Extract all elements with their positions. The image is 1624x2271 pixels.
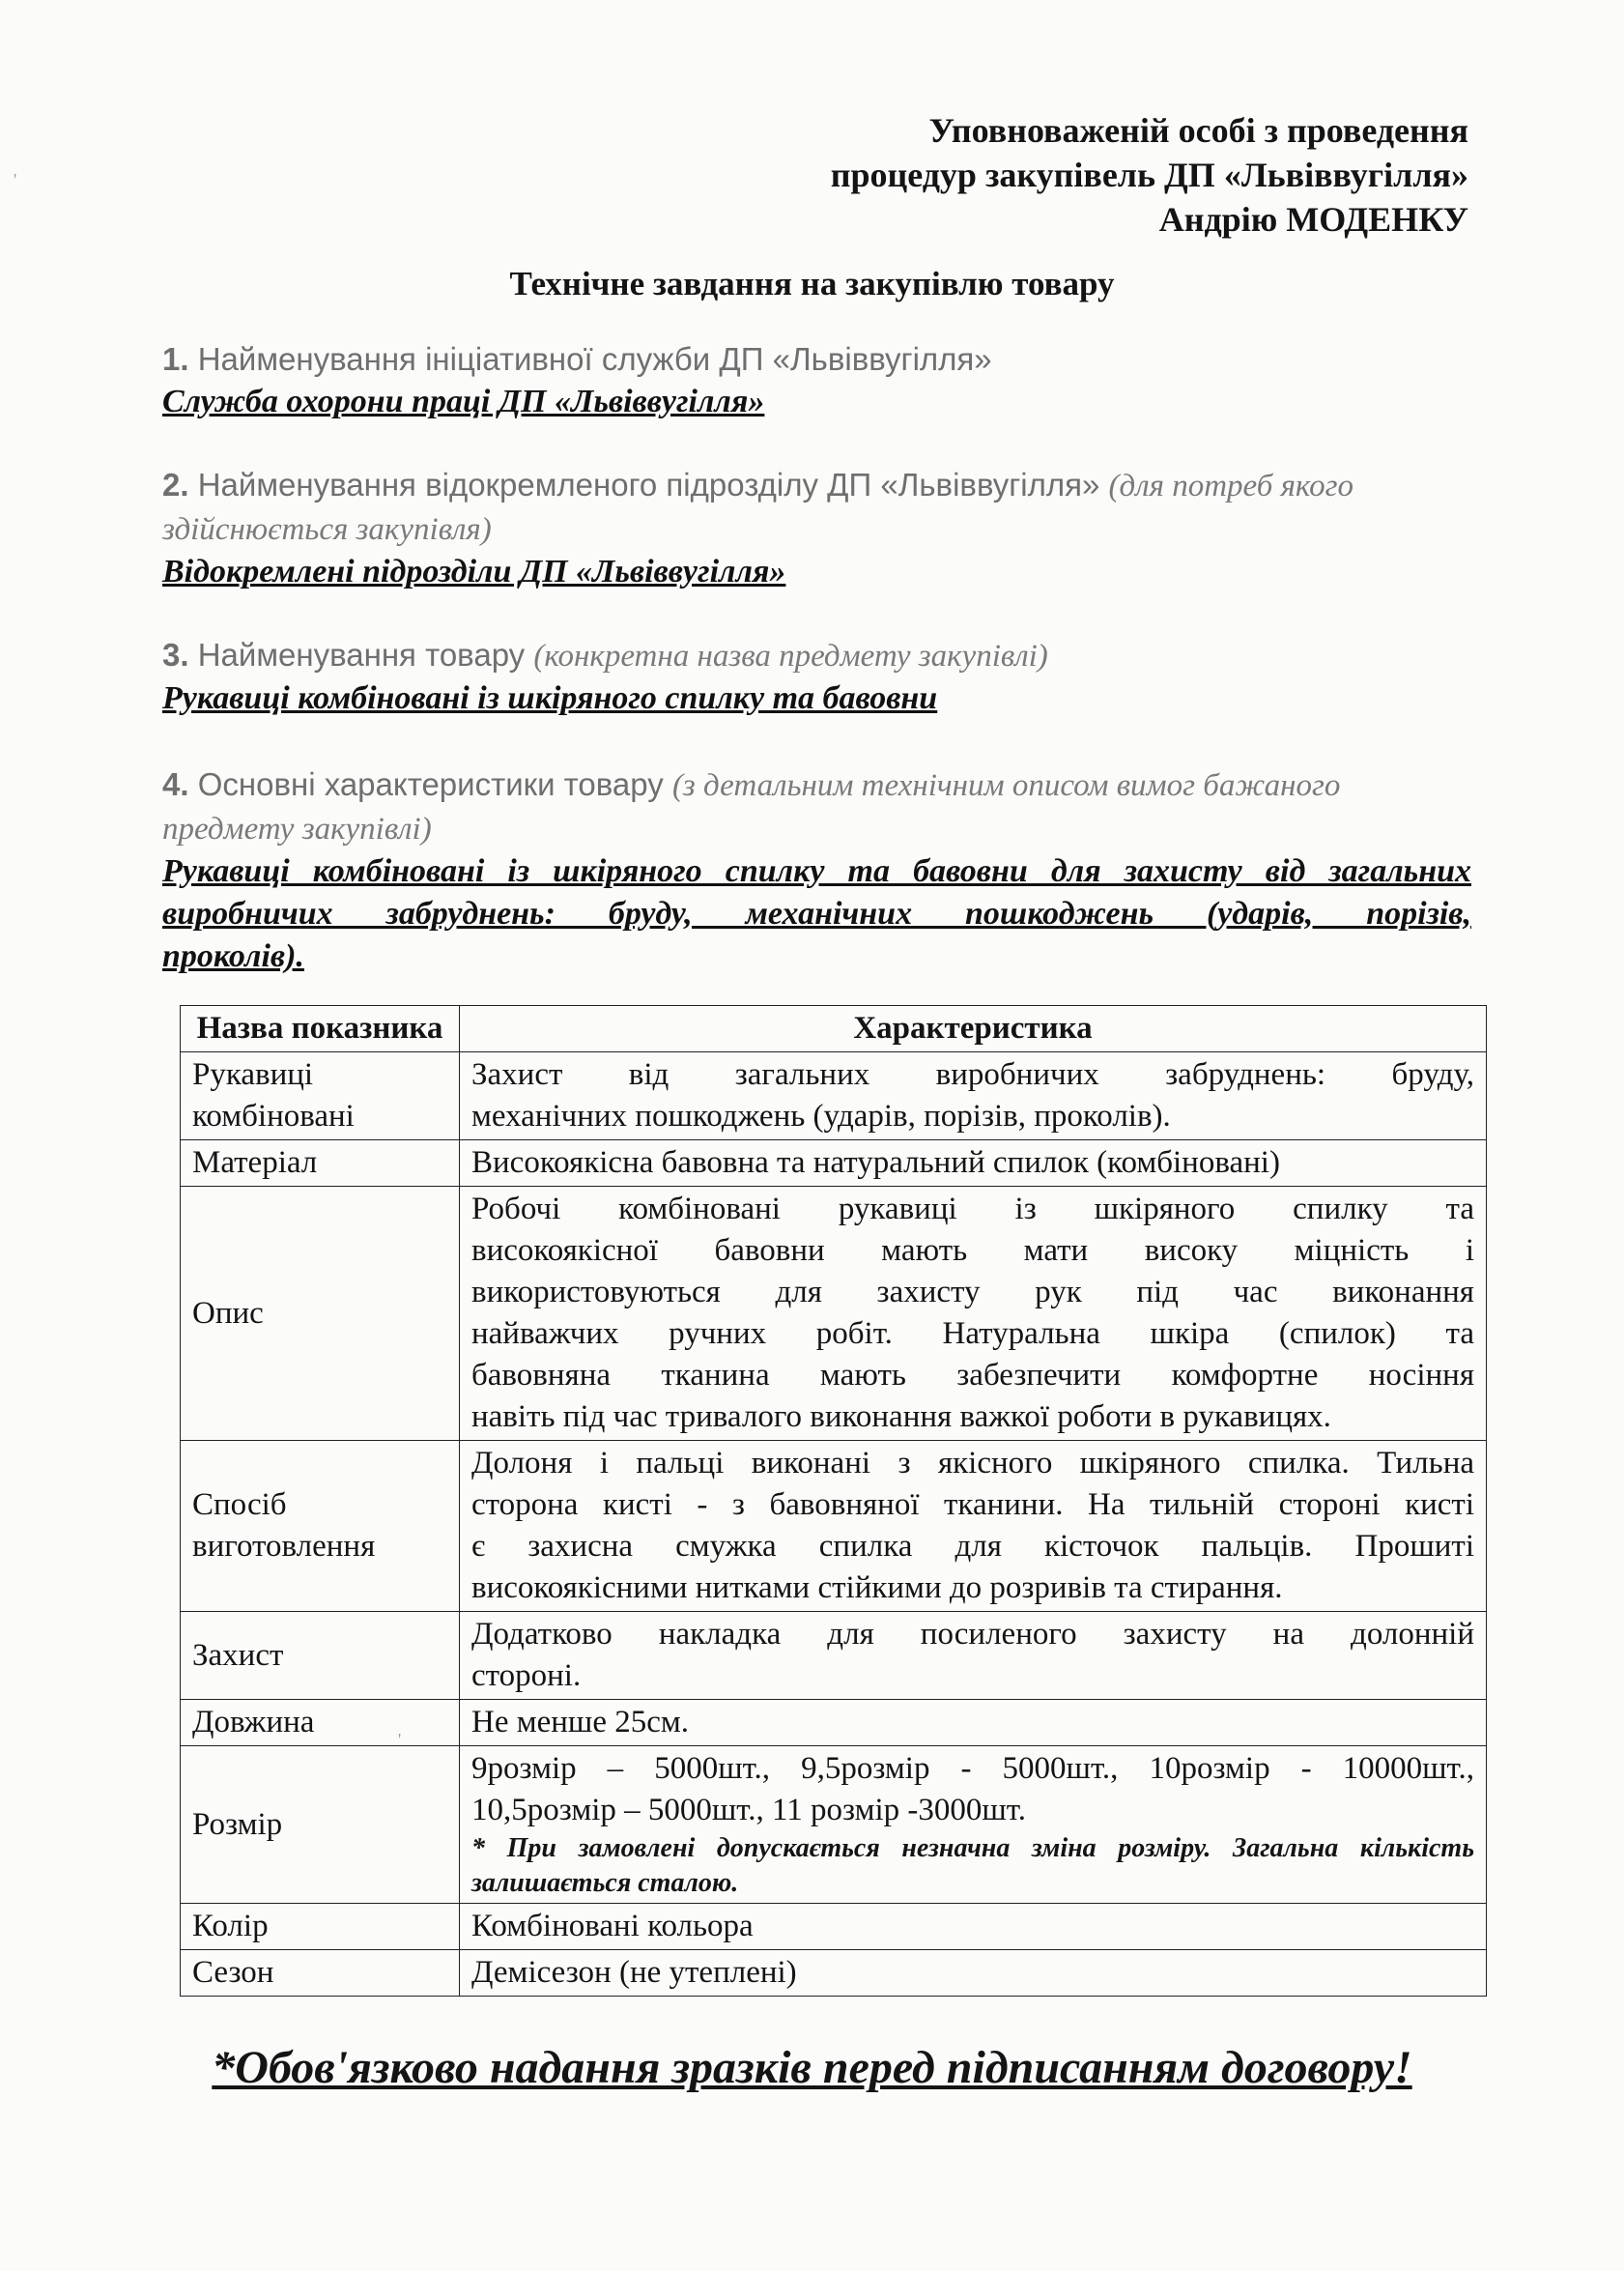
section-3-question: [162, 634, 1471, 677]
table-row: [181, 1612, 1487, 1700]
scan-speck: ': [14, 170, 17, 189]
row-name: Матеріал: [181, 1140, 460, 1187]
addressee-line-3: Андрію МОДЕНКУ: [1158, 200, 1468, 239]
row-value-line: стороні.: [471, 1658, 582, 1693]
section-2-question-text: Найменування відокремленого підрозділу ДП «Львіввугілля»: [197, 467, 1100, 503]
section-2-answer: Відокремлені підрозділи ДП «Львіввугілля»: [162, 554, 786, 589]
row-value-line: навіть під час тривалого виконання важкої роботи в рукавицях.: [471, 1399, 1331, 1434]
row-name: Сезон: [181, 1950, 460, 1997]
document-title: Технічне завдання на закупівлю товару: [509, 265, 1115, 302]
row-value: [460, 1052, 1487, 1140]
row-value-line: є захисна смужка спилка для кісточок пальців. Прошиті: [471, 1529, 1474, 1564]
row-value-line: механічних пошкоджень (ударів, порізів, проколів).: [471, 1099, 1171, 1134]
row-value: [460, 1441, 1487, 1612]
spec-table-header-row: [181, 1006, 1487, 1052]
row-name: Опис: [181, 1187, 460, 1441]
header-characteristic: Характеристика: [460, 1006, 1487, 1052]
row-value-line: Демісезон (не утеплені): [471, 1955, 797, 1990]
row-value-line: високоякісними нитками стійкими до розривів та стирання.: [471, 1570, 1283, 1605]
addressee-line-1: Уповноваженій особі з проведення: [928, 111, 1468, 150]
section-1-number: 1.: [162, 341, 189, 377]
addressee-line-2: процедур закупівель ДП «Львіввугілля»: [830, 156, 1468, 194]
section-3-question-text: Найменування товару: [197, 637, 526, 673]
row-value-line: сторона кисті - з бавовняної тканини. На тильній стороні кисті: [471, 1487, 1474, 1522]
section-1-answer: Служба охорони праці ДП «Львіввугілля»: [162, 384, 765, 419]
section-2-number: 2.: [162, 467, 189, 503]
section-4-answer-line-1: Рукавиці комбіновані із шкіряного спилку та бавовни для захисту від загальних: [162, 853, 1471, 889]
table-row: [181, 1904, 1487, 1950]
row-name: Колір: [181, 1904, 460, 1950]
section-2-question: [162, 464, 1471, 551]
row-value: [460, 1140, 1487, 1187]
section-1-question-text: Найменування ініціативної служби ДП «Львіввугілля»: [197, 341, 992, 377]
scan-speck: ': [398, 1730, 402, 1749]
row-value-line: Комбіновані кольора: [471, 1909, 754, 1943]
section-3: [162, 634, 1471, 720]
row-name: Захист: [181, 1612, 460, 1700]
row-value: [460, 1746, 1487, 1904]
row-value-line: високоякісної бавовни мають мати високу міцність і: [471, 1233, 1474, 1268]
section-4-hint: (з детальним технічним описом вимог бажаного предмету закупівлі): [162, 768, 1341, 847]
row-value-line: 9розмір – 5000шт., 9,5розмір - 5000шт., 10розмір - 10000шт.,: [471, 1751, 1474, 1786]
section-4-number: 4.: [162, 766, 189, 802]
section-3-answer: Рукавиці комбіновані із шкіряного спилку та бавовни: [162, 680, 938, 716]
section-1-question: [162, 338, 1471, 381]
table-row: [181, 1441, 1487, 1612]
row-name: Розмір: [181, 1746, 460, 1904]
row-value-line: Робочі комбіновані рукавиці із шкіряного спилку та: [471, 1192, 1474, 1226]
header-indicator-name: Назва показника: [181, 1006, 460, 1052]
row-value-line: Додатково накладка для посиленого захисту на долонній: [471, 1617, 1474, 1652]
section-4-answer-line-3: проколів).: [162, 938, 304, 974]
section-2: [162, 464, 1471, 593]
table-row: [181, 1746, 1487, 1904]
row-value: [460, 1950, 1487, 1997]
row-value-line: найважчих ручних робіт. Натуральна шкіра (спилок) та: [471, 1316, 1474, 1351]
row-value-line: Захист від загальних виробничих забруднень: бруду,: [471, 1057, 1474, 1092]
section-3-hint: (конкретна назва предмету закупівлі): [533, 639, 1048, 674]
row-value-line: Не менше 25см.: [471, 1705, 690, 1739]
row-value-line: Високоякісна бавовна та натуральний спилок (комбіновані): [471, 1145, 1280, 1180]
table-row: [181, 1052, 1487, 1140]
row-value-line: Долоня і пальці виконані з якісного шкіряного спилка. Тильна: [471, 1446, 1474, 1480]
row-value: [460, 1612, 1487, 1700]
spec-table: [180, 1005, 1487, 1997]
samples-required-note: *Обов'язково надання зразків перед підписанням договору!: [212, 2042, 1412, 2093]
table-row: [181, 1187, 1487, 1441]
section-4: [162, 763, 1471, 978]
size-note: * При замовлені допускається незначна зміна розміру. Загальна кількість залишається сталою.: [471, 1833, 1474, 1898]
row-value: [460, 1187, 1487, 1441]
row-name: Довжина: [181, 1700, 460, 1746]
section-3-number: 3.: [162, 637, 189, 673]
table-row: [181, 1700, 1487, 1746]
table-row: [181, 1950, 1487, 1997]
section-4-question: [162, 763, 1471, 850]
row-value: [460, 1904, 1487, 1950]
table-row: [181, 1140, 1487, 1187]
row-value-line: бавовняна тканина мають забезпечити комфортне носіння: [471, 1358, 1474, 1393]
row-name: Рукавиці комбіновані: [181, 1052, 460, 1140]
addressee-block: [831, 108, 1468, 242]
row-value: [460, 1700, 1487, 1746]
section-4-question-text: Основні характеристики товару: [197, 766, 664, 802]
row-name: Спосіб виготовлення: [181, 1441, 460, 1612]
section-1: [162, 338, 1471, 423]
row-value-line: 10,5розмір – 5000шт., 11 розмір -3000шт.: [471, 1793, 1026, 1827]
row-value-line: використовуються для захисту рук під час виконання: [471, 1275, 1474, 1309]
section-2-hint: (для потреб якого здійснюється закупівля): [162, 469, 1353, 547]
section-4-answer-line-2: виробничих забруднень: бруду, механічних пошкоджень (ударів, порізів,: [162, 896, 1471, 932]
